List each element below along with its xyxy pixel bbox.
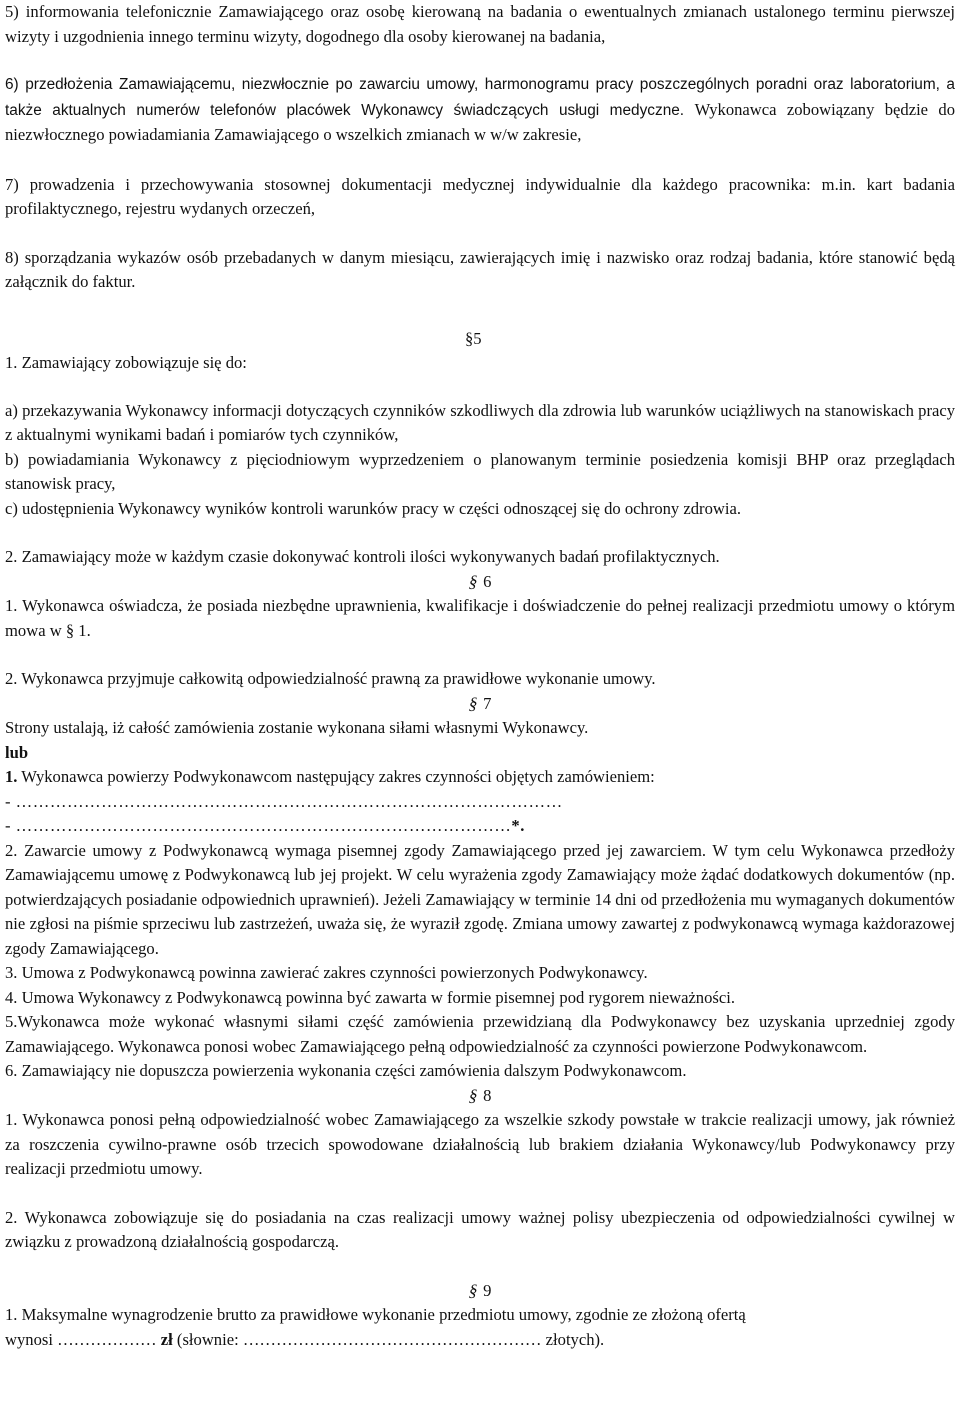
section-7-number: 7 xyxy=(483,693,492,713)
section-sign-icon: § xyxy=(465,328,474,348)
point-6 xyxy=(5,73,955,149)
section-5-item-c: c) udostępnienia Wykonawcy wyników kontroli warunków pracy w części odnoszącej się do ochrony zdrowia. xyxy=(5,498,741,518)
section-6-point-1: 1. Wykonawca oświadcza, że posiada niezbędne uprawnienia, kwalifikacje i doświadczenie do pełnej realizacji przedmiotu umowy o którym mowa w § 1. xyxy=(5,596,955,640)
point-8: 8) sporządzania wykazów osób przebadanych w danym miesiącu, zawierających imię i nazwisko oraz rodzaj badania, które stanowić będą załącznik do faktur. xyxy=(5,247,955,291)
point-5: 5) informowania telefonicznie Zamawiającego oraz osobę kierowaną na badania o ewentualnych zmianach ustalonego terminu pierwszej wizyty i uzgodnienia innego terminu wizyty, dogodnego dla osoby kierowanej na badania, xyxy=(5,2,955,46)
point-6-continuation: Wykonawca zobowiązany będzie do niezwłocznego powiadamiania Zamawiającego o wszelkich zmianach w w/w zakresie, xyxy=(5,99,955,144)
spacer xyxy=(5,643,955,667)
currency-label: zł xyxy=(156,1329,173,1349)
section-sign-icon: § xyxy=(466,1280,480,1300)
spacer xyxy=(5,521,955,545)
section-8-point-1: 1. Wykonawca ponosi pełną odpowiedzialność wobec Zamawiającego za wszelkie szkody powstałe w trakcie realizacji umowy, jak również za roszczenia cywilno-prawne osób trzecich spowodowane działalnością lub brakiem działania Wykonawcy/lub Podwykonawcy przy realizacji przedmiotu umowy. xyxy=(5,1110,955,1178)
section-6-heading xyxy=(5,570,955,595)
fill-line-2 xyxy=(5,814,955,839)
amount-prefix: wynosi ……………… xyxy=(5,1329,157,1349)
section-5-heading xyxy=(465,327,482,352)
section-6-number: 6 xyxy=(483,571,492,591)
section-5-lead: 1. Zamawiający zobowiązuje się do: xyxy=(5,352,247,372)
section-5-header-block xyxy=(5,319,955,375)
spacer xyxy=(5,222,955,246)
fill-line-2-end: *. xyxy=(511,816,525,835)
point-6-text: 6) przedłożenia Zamawiającemu, niezwłocznie po zawarciu umowy, harmonogramu pracy poszczególnych poradni oraz laboratorium, a także aktualnych numerów telefonów placówek Wykonawcy świadczących usługi medyczne. xyxy=(5,76,955,119)
section-5-item-b: b) powiadamiania Wykonawcy z pięciodniowym wyprzedzeniem o planowanym terminie posiedzenia komisji BHP oraz przeglądach stanowisk pracy, xyxy=(5,449,955,493)
spacer xyxy=(5,375,955,399)
section-sign-icon: § xyxy=(466,1085,480,1105)
section-8-number: 8 xyxy=(483,1085,492,1105)
section-7-heading xyxy=(5,692,955,717)
section-7-point-3: 3. Umowa z Podwykonawcą powinna zawierać zakres czynności powierzonych Podwykonawcy. xyxy=(5,963,648,982)
section-9-amount-line xyxy=(5,1328,955,1353)
amount-in-words: (słownie: ……………………………………………… złotych). xyxy=(172,1329,605,1349)
section-7-lub: lub xyxy=(5,742,29,762)
section-7-point-5: 5.Wykonawca może wykonać własnymi siłami część zamówienia przewidzianą dla Podwykonawcy bez uzyskania uprzedniej zgody Zamawiającego. Wykonawca ponosi wobec Zamawiającego pełną odpowiedzialność za czynności powierzone Podwykonawcom. xyxy=(5,1012,955,1056)
section-9-heading xyxy=(5,1279,955,1304)
section-5-number: 5 xyxy=(473,328,482,348)
section-9-number: 9 xyxy=(483,1280,492,1300)
spacer xyxy=(5,149,955,173)
section-8-point-2: 2. Wykonawca zobowiązuje się do posiadania na czas realizacji umowy ważnej polisy ubezpieczenia od odpowiedzialności cywilnej w związku z prowadzoną działalnością gospodarczą. xyxy=(5,1207,955,1251)
section-8-heading xyxy=(5,1084,955,1109)
fill-line-2-dots: - …………………………………………………………………………… xyxy=(5,816,512,835)
spacer xyxy=(5,295,955,319)
section-9-point-1: 1. Maksymalne wynagrodzenie brutto za prawidłowe wykonanie przedmiotu umowy, zgodnie ze złożoną ofertą xyxy=(5,1305,746,1324)
section-7-intro: Strony ustalają, iż całość zamówienia zostanie wykonana siłami własnymi Wykonawcy. xyxy=(5,718,589,737)
section-7-point-6: 6. Zamawiający nie dopuszcza powierzenia wykonania części zamówienia dalszym Podwykonawcom. xyxy=(5,1061,687,1080)
section-5-item-a: a) przekazywania Wykonawcy informacji dotyczących czynników szkodliwych dla zdrowia lub warunków uciążliwych na stanowiskach pracy z aktualnymi wynikami badań i pomiarów tych czynników, xyxy=(5,400,955,444)
point-7: 7) prowadzenia i przechowywania stosownej dokumentacji medycznej indywidualnie dla każdego pracownika: m.in. kart badania profilaktycznego, rejestru wydanych orzeczeń, xyxy=(5,174,955,218)
section-7-point-1-number: 1. xyxy=(5,767,18,786)
section-7-point-1 xyxy=(5,765,955,790)
section-7-point-2: 2. Zawarcie umowy z Podwykonawcą wymaga pisemnej zgody Zamawiającego przed jej zawarciem. W tym celu Wykonawca przedłoży Zamawiającemu umowę z Podwykonawcą lub jej projekt. W celu wyrażenia zgody Zamawiający może żądać dodatkowych dokumentów (np. potwierdzających posiadanie odpowiednich uprawnień). Jeżeli Zamawiający w terminie 14 dni od przedłożenia mu wymaganych dokumentów nie zgłosi na piśmie sprzeciwu lub zastrzeżeń, uważa się, że wyraził zgodę. Zmiana umowy zawartej z podwykonawcą wymaga każdorazowej zgody Zamawiającego. xyxy=(5,840,955,958)
fill-line-1: - …………………………………………………………………………………… xyxy=(5,791,563,811)
spacer xyxy=(5,1182,955,1206)
section-sign-icon: § xyxy=(466,571,480,591)
section-sign-icon: § xyxy=(466,693,480,713)
spacer xyxy=(5,1255,955,1279)
section-6-point-2: 2. Wykonawca przyjmuje całkowitą odpowiedzialność prawną za prawidłowe wykonanie umowy. xyxy=(5,669,656,688)
section-7-point-4: 4. Umowa Wykonawcy z Podwykonawcą powinna być zawarta w formie pisemnej pod rygorem nieważności. xyxy=(5,987,735,1007)
section-5-point-2: 2. Zamawiający może w każdym czasie dokonywać kontroli ilości wykonywanych badań profilaktycznych. xyxy=(5,547,720,566)
spacer xyxy=(5,49,955,73)
section-7-point-1-text: Wykonawca powierzy Podwykonawcom następujący zakres czynności objętych zamówieniem: xyxy=(17,767,655,786)
